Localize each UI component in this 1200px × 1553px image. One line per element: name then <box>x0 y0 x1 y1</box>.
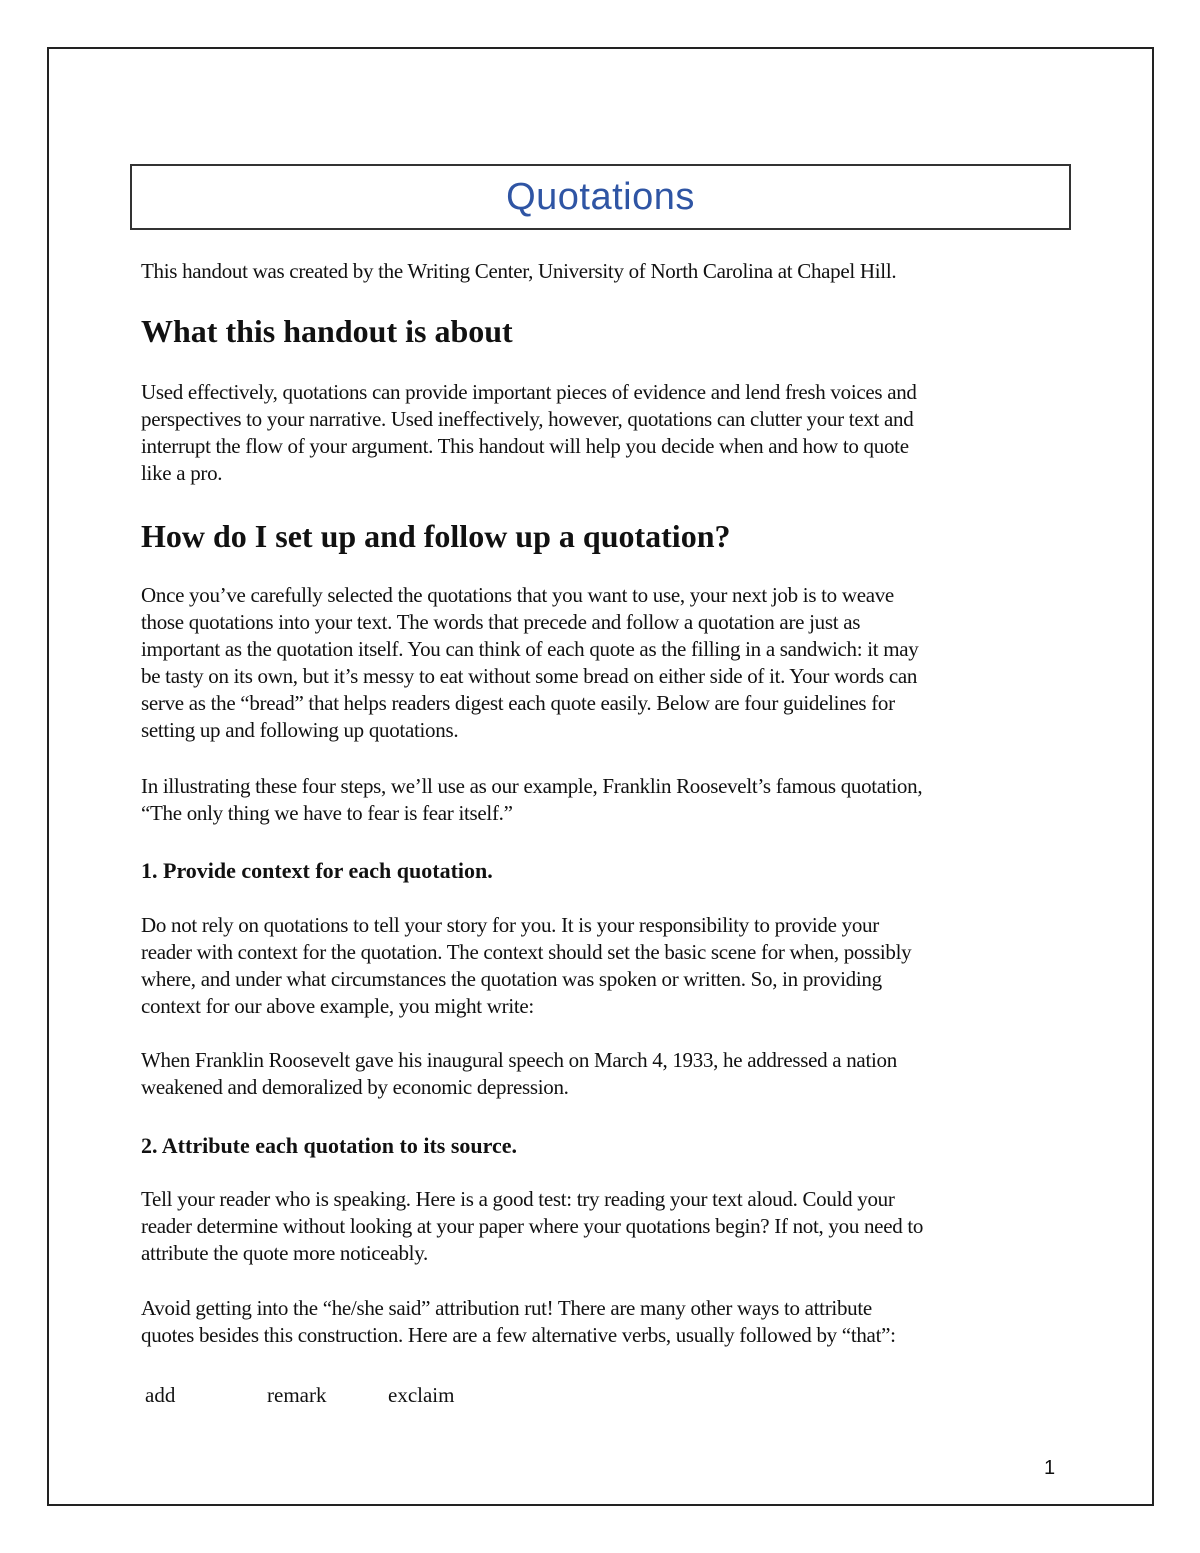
heading-about: What this handout is about <box>141 313 513 349</box>
paragraph-step2-rut: Avoid getting into the “he/she said” attribution rut! There are many other ways to attribute quotes besides this construction. Here are a few alternative verbs, usually followed by “that”: <box>141 1296 896 1347</box>
paragraph-example: In illustrating these four steps, we’ll use as our example, Franklin Roosevelt’s famous quotation, “The only thing we have to fear is fear itself.” <box>141 774 923 825</box>
document-title: Quotations <box>506 176 695 218</box>
heading-setup: How do I set up and follow up a quotation? <box>141 518 731 554</box>
verb-item: add <box>145 1383 176 1407</box>
paragraph-setup: Once you’ve carefully selected the quotations that you want to use, your next job is to weave those quotations into your text. The words that precede and follow a quotation are just as important as the quotation itself. You can think of each quote as the filling in a sandwich: it may be tasty on its own, but it’s messy to eat without some bread on either side of it. Your words can serve as the “bread” that helps readers digest each quote easily. Below are four guidelines for setting up and following up quotations. <box>141 583 919 742</box>
paragraph-about: Used effectively, quotations can provide important pieces of evidence and lend fresh voices and perspectives to your narrative. Used ineffectively, however, quotations can clutter your text and interrupt the flow of your argument. This handout will help you decide when and how to quote like a pro. <box>141 380 917 485</box>
heading-step2: 2. Attribute each quotation to its source. <box>141 1133 518 1158</box>
heading-step1: 1. Provide context for each quotation. <box>141 858 493 883</box>
paragraph-step2: Tell your reader who is speaking. Here is a good test: try reading your text aloud. Could your reader determine without looking at your paper where your quotations begin? If not, you need to attribute the quote more noticeably. <box>141 1187 924 1265</box>
title-box <box>130 164 1071 230</box>
page-number: 1 <box>1044 1457 1056 1479</box>
verb-item: exclaim <box>388 1383 455 1407</box>
credit-line: This handout was created by the Writing Center, University of North Carolina at Chapel Hill. <box>141 259 897 283</box>
paragraph-step1: Do not rely on quotations to tell your story for you. It is your responsibility to provide your reader with context for the quotation. The context should set the basic scene for when, possibly where, and under what circumstances the quotation was spoken or written. So, in providing context for our above example, you might write: <box>141 913 912 1018</box>
paragraph-step1-example: When Franklin Roosevelt gave his inaugural speech on March 4, 1933, he addressed a nation weakened and demoralized by economic depression. <box>141 1048 897 1099</box>
verb-item: remark <box>267 1383 327 1407</box>
